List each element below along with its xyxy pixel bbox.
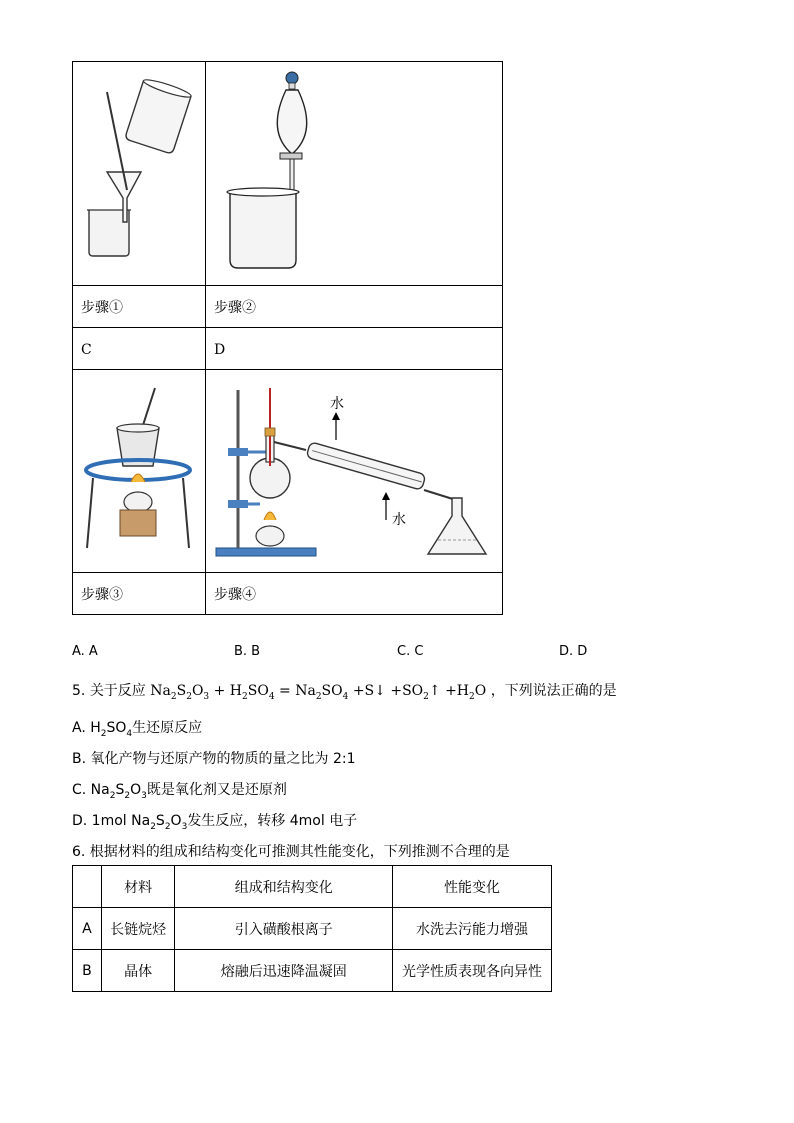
opt-sub: 2 xyxy=(164,821,171,832)
table-cell: 光学性质表现各向异性 xyxy=(393,950,552,992)
eq-token: SO xyxy=(247,683,269,699)
eq-token: O xyxy=(191,683,204,699)
eq-token: SO xyxy=(402,683,424,699)
eq-operator: + xyxy=(445,683,457,699)
eq-token: Na xyxy=(295,683,316,699)
option-d-label: D xyxy=(214,342,226,358)
eq-operator: + xyxy=(213,683,226,699)
label-cell xyxy=(206,328,503,370)
distillation-illustration xyxy=(206,370,502,568)
opt-sub: 2 xyxy=(109,790,116,801)
q4-option-d: D. D xyxy=(559,644,588,659)
step3-label: 步骤③ xyxy=(81,586,123,603)
image-cell-step1 xyxy=(73,62,206,286)
q5-option-d xyxy=(72,810,357,832)
q5-equation xyxy=(150,683,490,702)
step4-label: 步骤④ xyxy=(214,586,256,603)
opt-text: O xyxy=(130,782,142,798)
water-out-label: 水 xyxy=(330,396,344,412)
opt-sub: 2 xyxy=(100,728,107,739)
q5-prefix: 关于反应 xyxy=(89,683,146,699)
step1-label: 步骤① xyxy=(81,299,123,316)
table-cell: 引入磺酸根离子 xyxy=(175,908,393,950)
eq-token: S xyxy=(176,683,187,699)
label-cell xyxy=(206,286,503,328)
table-cell: A xyxy=(73,908,102,950)
table-header-row xyxy=(73,866,552,908)
eq-sub: 4 xyxy=(342,691,349,702)
q6-stem: 6. 根据材料的组成和结构变化可推测其性能变化，下列推测不合理的是 xyxy=(72,844,510,860)
eq-sub: 4 xyxy=(268,691,275,702)
eq-token: Na xyxy=(150,683,171,699)
separatory-funnel-illustration xyxy=(206,62,502,281)
label-cell xyxy=(206,573,503,615)
eq-operator: + xyxy=(352,683,365,699)
opt-text: O xyxy=(170,813,182,829)
table-row xyxy=(73,950,552,992)
apparatus-table xyxy=(72,61,503,615)
eq-token: O xyxy=(474,683,487,699)
opt-sub: 3 xyxy=(141,790,147,801)
table-cell: 晶体 xyxy=(101,950,175,992)
opt-text: S xyxy=(115,782,125,798)
header-cell xyxy=(73,866,102,908)
eq-sub: 3 xyxy=(203,691,210,702)
eq-token: SO xyxy=(321,683,343,699)
step2-label: 步骤② xyxy=(214,299,256,316)
q4-option-a: A. A xyxy=(72,644,98,659)
opt-sub: 4 xyxy=(126,728,133,739)
table-cell: 水洗去污能力增强 xyxy=(393,908,552,950)
eq-sub: 2 xyxy=(469,691,475,702)
eq-token: H xyxy=(229,683,243,699)
eq-sub: 2 xyxy=(423,691,429,702)
label-cell xyxy=(73,286,206,328)
q5-number: 5. xyxy=(72,683,86,699)
header-cell: 性能变化 xyxy=(393,866,552,908)
q4-option-c: C. C xyxy=(397,644,424,659)
opt-text: SO xyxy=(106,720,127,736)
opt-text: 既是氧化剂又是还原剂 xyxy=(146,782,287,798)
opt-text: C. Na xyxy=(72,782,110,798)
label-cell xyxy=(73,573,206,615)
opt-sub: 2 xyxy=(150,821,156,832)
table-cell: B xyxy=(73,950,102,992)
eq-operator: = xyxy=(279,683,291,699)
opt-text: S xyxy=(155,813,165,829)
filtration-illustration xyxy=(73,62,205,281)
label-cell xyxy=(73,328,206,370)
eq-sub: 2 xyxy=(315,691,322,702)
gas-arrow: ↑ xyxy=(428,683,441,699)
opt-text: 生还原反应 xyxy=(132,720,203,736)
opt-text: A. H xyxy=(72,720,101,736)
q4-option-b: B. B xyxy=(234,644,261,659)
table-cell: 长链烷烃 xyxy=(101,908,175,950)
q5-option-b: B. 氧化产物与还原产物的物质的量之比为 2:1 xyxy=(72,751,356,767)
image-cell-step3 xyxy=(73,370,206,573)
header-cell: 组成和结构变化 xyxy=(175,866,393,908)
eq-sub: 2 xyxy=(242,691,248,702)
precipitate-arrow: ↓ xyxy=(374,683,386,699)
opt-text: 发生反应，转移 4mol 电子 xyxy=(187,813,358,829)
table-cell: 熔融后迅速降温凝固 xyxy=(175,950,393,992)
q5-suffix: ，下列说法正确的是 xyxy=(490,683,617,699)
q5-stem xyxy=(72,680,617,702)
image-cell-step2 xyxy=(206,62,503,286)
q5-option-c xyxy=(72,779,287,801)
opt-sub: 2 xyxy=(124,790,131,801)
eq-sub: 2 xyxy=(170,691,177,702)
water-in-label: 水 xyxy=(392,512,406,528)
image-cell-step4 xyxy=(206,370,503,573)
header-cell: 材料 xyxy=(101,866,175,908)
q5-option-a xyxy=(72,717,202,739)
opt-text: D. 1mol Na xyxy=(72,813,151,829)
option-c-label: C xyxy=(81,342,92,358)
table-row xyxy=(73,908,552,950)
q6-table xyxy=(72,865,552,992)
eq-operator: + xyxy=(390,683,403,699)
eq-token: S xyxy=(364,683,375,699)
evaporation-illustration xyxy=(73,370,205,568)
eq-sub: 2 xyxy=(186,691,192,702)
eq-token: H xyxy=(456,683,470,699)
opt-sub: 3 xyxy=(181,821,188,832)
